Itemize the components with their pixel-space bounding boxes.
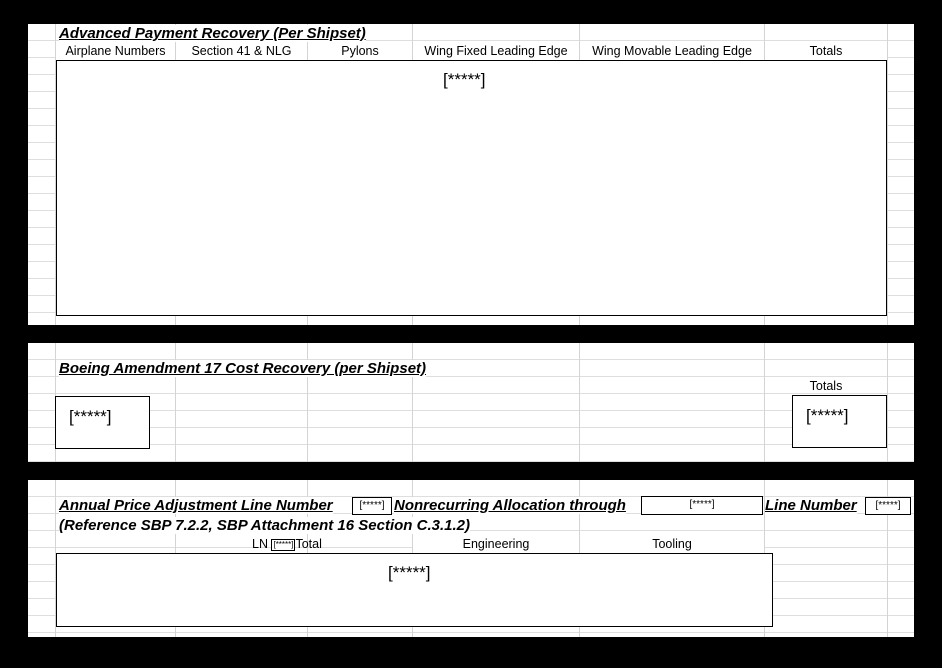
advanced-payment-panel xyxy=(28,24,914,325)
col-wing-fixed-leading-edge: Wing Fixed Leading Edge xyxy=(413,44,579,58)
redacted-text: [*****] xyxy=(69,407,112,426)
apa-title-part3: Line Number xyxy=(765,497,857,514)
apa-allocation-box: [*****] xyxy=(641,496,763,515)
redacted-text: [*****] xyxy=(388,563,431,582)
apa-title-part2: Nonrecurring Allocation through xyxy=(394,497,626,514)
apa-tooling-label: Tooling xyxy=(580,537,764,551)
col-wing-movable-leading-edge: Wing Movable Leading Edge xyxy=(580,44,764,58)
amendment17-title: Boeing Amendment 17 Cost Recovery (per Shipset) xyxy=(59,360,427,377)
total-label: Total xyxy=(295,537,322,551)
amendment17-left-box xyxy=(55,396,150,449)
redacted-text: [*****] xyxy=(806,406,849,425)
apa-line-number-box: [*****] xyxy=(352,497,392,515)
advanced-payment-title: Advanced Payment Recovery (Per Shipset) xyxy=(59,25,366,42)
redacted-text: [*****] xyxy=(443,70,486,89)
col-section41-nlg: Section 41 & NLG xyxy=(176,44,307,58)
col-pylons: Pylons xyxy=(308,44,412,58)
apa-redacted-box xyxy=(56,553,773,627)
apa-engineering-label: Engineering xyxy=(413,537,579,551)
col-totals: Totals xyxy=(765,44,887,58)
advanced-payment-redacted-box xyxy=(56,60,887,316)
annual-price-adjustment-panel xyxy=(28,480,914,637)
amendment17-totals-label: Totals xyxy=(765,379,887,393)
apa-ln-total-label xyxy=(252,537,322,551)
apa-line-number-box-2: [*****] xyxy=(865,497,911,515)
amendment17-total-box xyxy=(792,395,887,448)
apa-title-part1: Annual Price Adjustment Line Number xyxy=(59,497,333,514)
ln-box: [*****] xyxy=(273,539,294,549)
amendment17-panel xyxy=(28,343,914,462)
apa-reference: (Reference SBP 7.2.2, SBP Attachment 16 Section C.3.1.2) xyxy=(59,517,470,534)
ln-label: LN xyxy=(252,537,268,551)
col-airplane-numbers: Airplane Numbers xyxy=(56,44,175,58)
